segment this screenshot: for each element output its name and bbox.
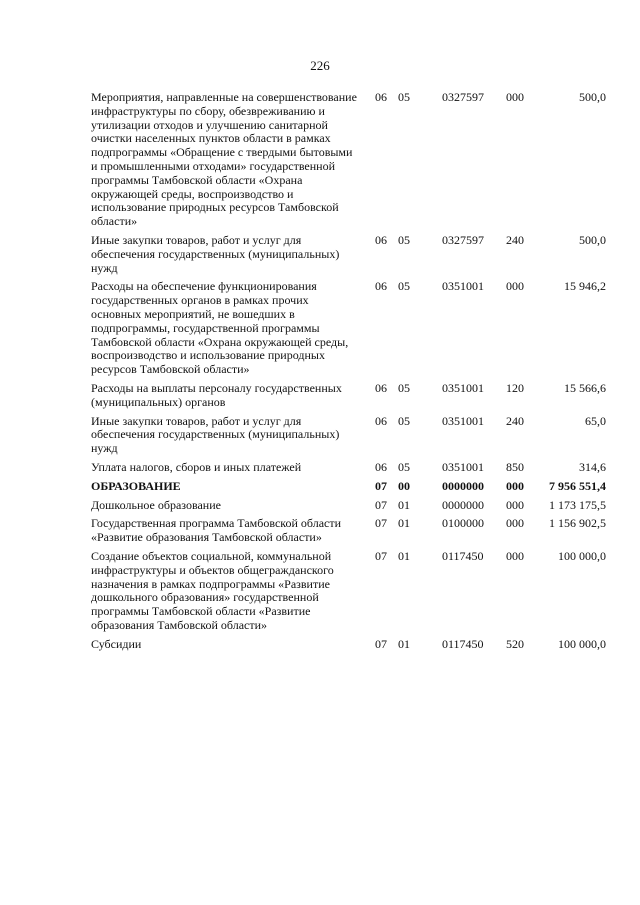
- row-target-article-code: 0351001: [442, 413, 484, 428]
- row-section-code: 07: [375, 478, 387, 493]
- row-target-article-code: 0000000: [442, 478, 484, 493]
- row-expense-type-code: 240: [506, 413, 524, 428]
- row-section-code: 07: [375, 516, 387, 531]
- row-section-code: 06: [375, 279, 387, 294]
- row-name: Расходы на выплаты персоналу государственных (муниципальных) органов: [91, 380, 342, 409]
- row-target-article-code: 0351001: [442, 459, 484, 474]
- row-expense-type-code: 000: [506, 548, 524, 563]
- budget-table: [91, 91, 606, 656]
- row-name: Иные закупки товаров, работ и услуг для обеспечения государственных (муниципальных) нужд: [91, 413, 340, 456]
- row-expense-type-code: 850: [506, 459, 524, 474]
- row-section-code: 07: [375, 636, 387, 651]
- row-amount: 7 956 551,4: [549, 478, 606, 493]
- row-subsection-code: 01: [398, 516, 410, 531]
- row-subsection-code: 05: [398, 459, 410, 474]
- table-row: [91, 280, 606, 377]
- table-row: [91, 91, 606, 229]
- row-expense-type-code: 520: [506, 636, 524, 651]
- table-row: [91, 234, 606, 275]
- row-subsection-code: 05: [398, 380, 410, 395]
- row-name: Субсидии: [91, 636, 142, 651]
- row-expense-type-code: 000: [506, 279, 524, 294]
- table-row: [91, 461, 606, 475]
- row-name: Создание объектов социальной, коммунальной инфраструктуры и объектов общегражданского назначения в рамках подпрограммы «Развитие дошкольного образования» государственной программы Тамбовской области «Развитие образования Тамбовской области»: [91, 548, 334, 632]
- row-section-code: 06: [375, 380, 387, 395]
- row-section-code: 07: [375, 497, 387, 512]
- row-name: Мероприятия, направленные на совершенствование инфраструктуры по сбору, обезвреживанию и утилизации отходов и улучшению санитарной очистки населенных пунктов области в рамках подпрограммы «Обращение с твердыми бытовыми и промышленными отходами» государственной программы Тамбовской области «Охрана окружающей среды, воспроизводство и использование природных ресурсов Тамбовской области»: [91, 90, 357, 229]
- row-subsection-code: 00: [398, 478, 410, 493]
- table-row: [91, 517, 606, 545]
- row-target-article-code: 0327597: [442, 232, 484, 247]
- row-target-article-code: 0000000: [442, 497, 484, 512]
- row-subsection-code: 05: [398, 279, 410, 294]
- row-section-code: 07: [375, 548, 387, 563]
- row-amount: 100 000,0: [558, 548, 606, 563]
- row-section-code: 06: [375, 232, 387, 247]
- row-amount: 1 173 175,5: [549, 497, 606, 512]
- row-amount: 65,0: [585, 413, 606, 428]
- table-row: [91, 499, 606, 513]
- row-subsection-code: 05: [398, 413, 410, 428]
- row-expense-type-code: 120: [506, 380, 524, 395]
- row-name: Иные закупки товаров, работ и услуг для обеспечения государственных (муниципальных) нужд: [91, 232, 340, 275]
- table-row: [91, 638, 606, 652]
- row-expense-type-code: 000: [506, 497, 524, 512]
- row-amount: 500,0: [579, 232, 606, 247]
- row-name: Расходы на обеспечение функционирования государственных органов в рамках прочих основных мероприятий, не вошедших в подпрограммы, государственной программы Тамбовской области «Охрана окружающей среды, воспроизводство и использование природных ресурсов Тамбовской области»: [91, 279, 349, 377]
- row-amount: 1 156 902,5: [549, 516, 606, 531]
- row-subsection-code: 05: [398, 232, 410, 247]
- row-section-code: 06: [375, 459, 387, 474]
- row-name: Дошкольное образование: [91, 497, 221, 512]
- row-target-article-code: 0327597: [442, 90, 484, 104]
- row-name: Государственная программа Тамбовской области «Развитие образования Тамбовской области»: [91, 516, 342, 545]
- row-expense-type-code: 000: [506, 516, 524, 531]
- row-target-article-code: 0117450: [442, 548, 484, 563]
- table-row: [91, 415, 606, 456]
- row-section-code: 06: [375, 90, 387, 104]
- table-row: [91, 382, 606, 410]
- row-name: Уплата налогов, сборов и иных платежей: [91, 459, 302, 474]
- row-amount: 15 566,6: [564, 380, 606, 395]
- row-subsection-code: 05: [398, 90, 410, 104]
- table-row: [91, 550, 606, 633]
- row-expense-type-code: 240: [506, 232, 524, 247]
- table-row: [91, 480, 606, 494]
- row-target-article-code: 0117450: [442, 636, 484, 651]
- row-name: ОБРАЗОВАНИЕ: [91, 478, 181, 493]
- row-amount: 500,0: [579, 90, 606, 104]
- row-subsection-code: 01: [398, 636, 410, 651]
- row-target-article-code: 0351001: [442, 380, 484, 395]
- row-amount: 314,6: [579, 459, 606, 474]
- row-subsection-code: 01: [398, 548, 410, 563]
- row-subsection-code: 01: [398, 497, 410, 512]
- row-expense-type-code: 000: [506, 478, 524, 493]
- row-target-article-code: 0351001: [442, 279, 484, 294]
- row-amount: 100 000,0: [558, 636, 606, 651]
- page-number: 226: [310, 58, 330, 73]
- row-section-code: 06: [375, 413, 387, 428]
- row-expense-type-code: 000: [506, 90, 524, 104]
- row-amount: 15 946,2: [564, 279, 606, 294]
- row-target-article-code: 0100000: [442, 516, 484, 531]
